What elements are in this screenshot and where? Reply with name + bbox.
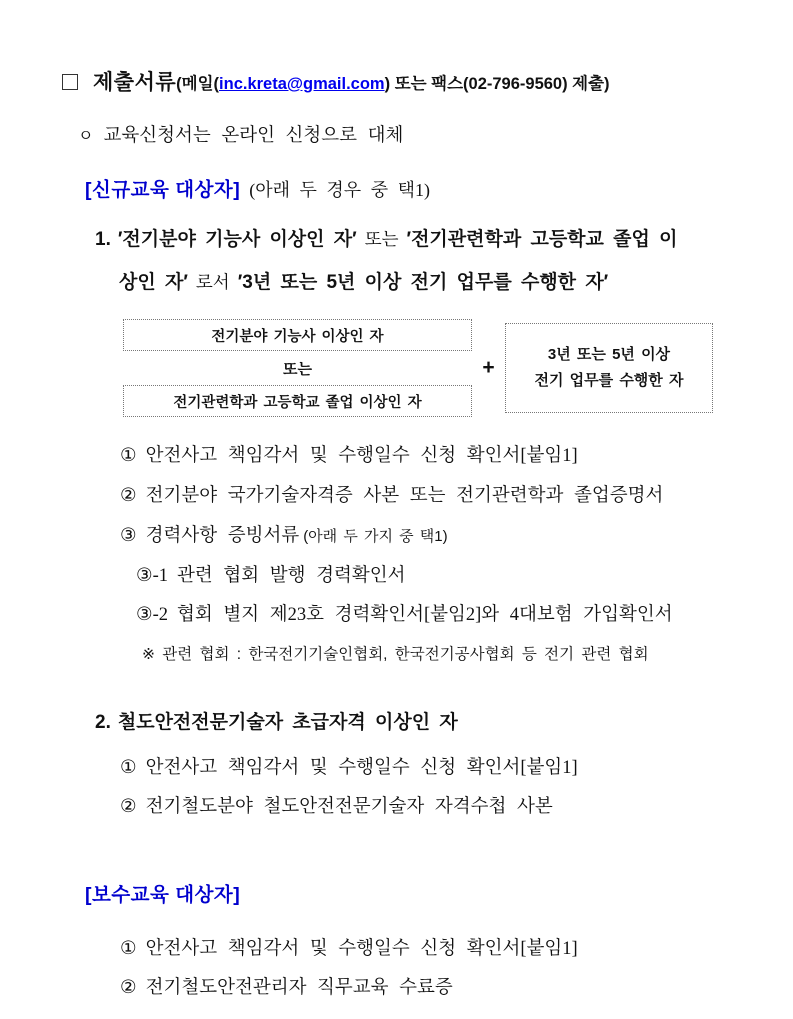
case2-doc-list <box>120 756 793 819</box>
item-marker: ① <box>120 939 137 959</box>
case1-line2-bold2: ′3년 또는 5년 이상 전기 업무를 수행한 자′ <box>237 272 609 293</box>
header-post-email: ) 또는 팩스(02-796-9560) 제출) <box>384 75 610 93</box>
new-education-section <box>85 174 793 202</box>
circle-bullet: ㅇ <box>78 128 94 145</box>
item-marker: ③-1 <box>136 566 168 586</box>
list-item <box>120 795 793 819</box>
case1-title <box>95 218 740 304</box>
item-text: 전기철도분야 철도안전전문기술자 자격수첩 사본 <box>145 797 553 817</box>
qualification-diagram <box>123 319 713 417</box>
item-text: 전기철도안전관리자 직무교육 수료증 <box>145 978 453 998</box>
item-marker: ① <box>120 758 137 778</box>
case1-line1-regular: 또는 <box>364 229 399 249</box>
diagram-experience-line1: 3년 또는 5년 이상 <box>547 346 671 363</box>
online-application-notice <box>78 121 793 147</box>
refresher-doc-list <box>120 937 793 1000</box>
diagram-box-technician: 전기분야 기능사 이상인 자 <box>123 319 472 351</box>
case1-line2-bold1: 상인 자′ <box>119 272 188 293</box>
case1-doc-list <box>120 444 793 549</box>
list-item <box>120 484 793 509</box>
case1-title-line2 <box>95 261 740 304</box>
list-item <box>136 603 793 627</box>
new-education-heading-note: (아래 두 경우 중 택1) <box>249 180 430 200</box>
case2-number: 2. <box>95 712 111 733</box>
diagram-experience-line2: 전기 업무를 수행한 자 <box>534 372 684 389</box>
list-item <box>120 937 793 961</box>
list-item <box>136 564 793 588</box>
list-item <box>120 756 793 780</box>
item-text: 전기분야 국가기술자격증 사본 또는 전기관련학과 졸업증명서 <box>145 486 664 506</box>
item-note: (아래 두 가지 중 택1) <box>303 528 448 545</box>
item-text: 경력사항 증빙서류 <box>145 526 300 546</box>
item-text: 안전사고 책임각서 및 수행일수 신청 확인서[붙임1] <box>145 939 578 959</box>
case1-line1-bold2: ′전기관련학과 고등학교 졸업 이 <box>406 229 678 250</box>
case1-title-line1 <box>95 218 740 261</box>
plus-icon: + <box>482 356 495 379</box>
item-text: 관련 협회 발행 경력확인서 <box>177 566 406 586</box>
item-marker: ① <box>120 446 137 466</box>
item-text: 안전사고 책임각서 및 수행일수 신청 확인서[붙임1] <box>145 758 578 778</box>
email-link[interactable]: inc.kreta@gmail.com <box>219 75 385 93</box>
list-item <box>120 976 793 1000</box>
item-marker: ② <box>120 486 137 506</box>
case2-title <box>95 707 793 734</box>
list-item <box>120 444 793 469</box>
item-marker: ③-2 <box>136 605 168 625</box>
case1-line2-regular: 로서 <box>195 272 230 292</box>
item-marker: ② <box>120 797 137 817</box>
refresher-education-section <box>85 879 793 907</box>
diagram-or-label: 또는 <box>283 361 312 378</box>
item-text: 안전사고 책임각서 및 수행일수 신청 확인서[붙임1] <box>145 446 578 466</box>
item-text: 협회 별지 제23호 경력확인서[붙임2]와 4대보험 가입확인서 <box>177 605 673 625</box>
refresher-education-heading: [보수교육 대상자] <box>85 884 241 906</box>
association-note: ※ 관련 협회 : 한국전기기술인협회, 한국전기공사협회 등 전기 관련 협회 <box>142 646 649 663</box>
diagram-left-column <box>123 319 472 417</box>
document-page <box>0 66 793 1019</box>
case1-subdoc-list <box>136 564 793 627</box>
diagram-box-highschool: 전기관련학과 고등학교 졸업 이상인 자 <box>123 385 472 417</box>
item-marker: ② <box>120 978 137 998</box>
case1-number: 1. <box>95 229 111 250</box>
case1-line1-bold1: ′전기분야 기능사 이상인 자′ <box>117 229 357 250</box>
new-education-heading: [신규교육 대상자] <box>85 179 241 201</box>
diagram-box-experience <box>505 323 713 413</box>
submission-docs-header <box>62 66 793 96</box>
header-title: 제출서류 <box>93 71 177 94</box>
item-marker: ③ <box>120 526 137 546</box>
case2-title-text: 철도안전전문기술자 초급자격 이상인 자 <box>117 712 458 733</box>
empty-checkbox-icon <box>62 74 78 90</box>
header-pre-email: (메일( <box>176 75 220 93</box>
list-item <box>120 524 793 549</box>
notice-text: 교육신청서는 온라인 신청으로 대체 <box>103 126 404 146</box>
